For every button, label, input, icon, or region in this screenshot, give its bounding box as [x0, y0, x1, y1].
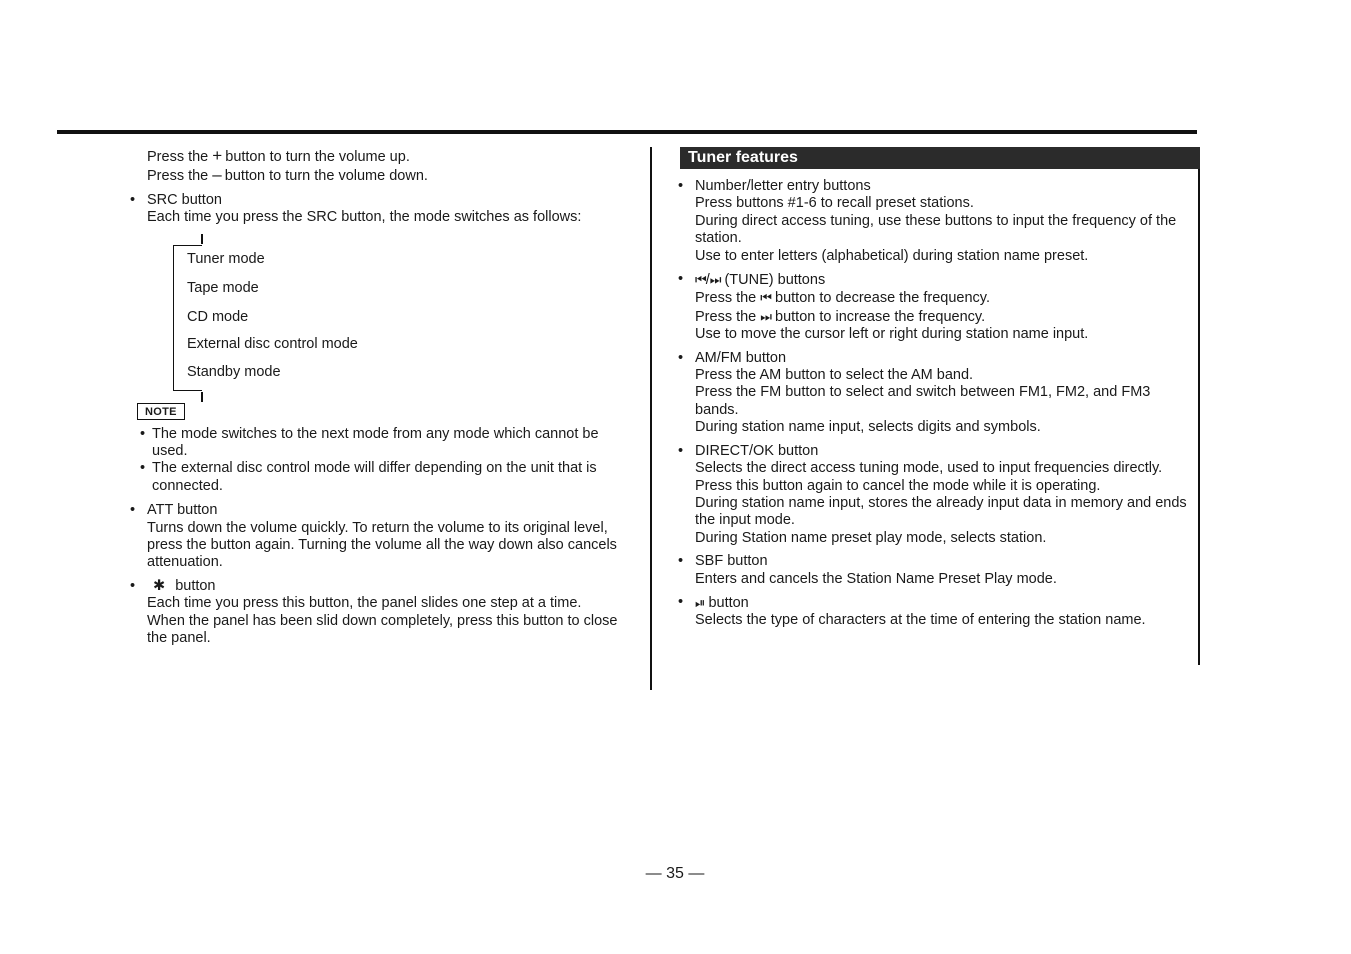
amfm-line: Press the AM button to select the AM band. — [695, 367, 974, 384]
panel-slide-button-section — [130, 578, 635, 648]
right-column — [678, 178, 1190, 636]
note-item: • The mode switches to the next mode from any mode which cannot be used. — [140, 425, 599, 460]
tune-title: ⏮/⏭ (TUNE) buttons — [695, 272, 826, 289]
src-description: Each time you press the SRC button, the mode switches as follows: — [147, 209, 582, 226]
note-bullet: • — [140, 425, 146, 442]
sbf-section — [678, 553, 1190, 588]
att-button-section — [130, 502, 635, 572]
att-description: Turns down the volume quickly. To return the volume to its original level, press the button again. Turning the volume all the way down also cancels attenuation. — [147, 519, 617, 571]
bullet: • — [130, 502, 136, 519]
number-letter-line: During direct access tuning, use these buttons to input the frequency of the station. — [695, 212, 1177, 247]
volume-up-line: Press the + button to turn the volume up. — [147, 146, 410, 165]
bullet: • — [130, 191, 136, 208]
src-button-section — [130, 192, 635, 395]
column-divider — [650, 147, 652, 690]
note-badge: NOTE — [137, 403, 185, 420]
plus-icon: + — [212, 146, 222, 165]
skip-back-icon: ⏮ — [695, 272, 706, 288]
mode-external-disc: External disc control mode — [187, 335, 358, 352]
direct-ok-section — [678, 443, 1190, 547]
direct-line: Selects the direct access tuning mode, used to input frequencies directly. Press this button again to cancel the mode while it is operating. — [695, 460, 1163, 494]
bullet: • — [678, 593, 684, 610]
bullet: • — [678, 553, 684, 570]
skip-forward-icon: ⏭ — [709, 272, 721, 288]
left-column — [130, 147, 635, 654]
bullet: • — [678, 271, 684, 288]
amfm-line: During station name input, selects digits and symbols. — [695, 419, 1041, 436]
volume-down-line: Press the – button to turn the volume down. — [147, 165, 428, 185]
panel-description-1: Each time you press this button, the panel slides one step at a time. — [147, 595, 582, 612]
amfm-title: AM/FM button — [695, 349, 787, 366]
panel-slide-icon: ✱ — [153, 577, 166, 594]
skip-back-icon: ⏮ — [760, 290, 771, 306]
right-column-edge — [1198, 169, 1200, 665]
note-bullet: • — [140, 460, 146, 477]
play-pause-title: ⏯ button — [695, 594, 749, 611]
bullet: • — [678, 178, 684, 194]
direct-line: During Station name preset play mode, selects station. — [695, 529, 1047, 546]
amfm-line: Press the FM button to select and switch between FM1, FM2, and FM3 bands. — [695, 384, 1151, 418]
number-letter-line: Press buttons #1-6 to recall preset stations. — [695, 195, 974, 212]
tune-line: Use to move the cursor left or right during station name input. — [695, 326, 1089, 343]
note-item: • The external disc control mode will differ depending on the unit that is connected. — [140, 460, 597, 494]
mode-cd: CD mode — [187, 308, 249, 325]
att-title: ATT button — [147, 502, 218, 519]
number-letter-title: Number/letter entry buttons — [695, 178, 871, 194]
note-block — [130, 401, 635, 496]
mode-tape: Tape mode — [187, 279, 259, 296]
bullet: • — [678, 442, 684, 459]
bullet: • — [678, 349, 684, 366]
direct-title: DIRECT/OK button — [695, 442, 819, 459]
volume-instructions — [130, 147, 635, 186]
minus-icon: – — [212, 165, 221, 185]
number-letter-section — [678, 178, 1190, 265]
skip-forward-icon: ⏭ — [760, 308, 771, 324]
sbf-title: SBF button — [695, 553, 768, 570]
tune-line: Press the ⏭ button to increase the frequency. — [695, 308, 986, 325]
play-pause-icon: ⏯ — [695, 594, 705, 610]
amfm-section — [678, 350, 1190, 437]
tune-section — [678, 271, 1190, 344]
panel-description-2: When the panel has been slid down completely, press this button to close the panel. — [147, 612, 618, 647]
section-header: Tuner features — [680, 147, 1200, 169]
mode-tuner: Tuner mode — [187, 250, 265, 267]
number-letter-line: Use to enter letters (alphabetical) during station name preset. — [695, 247, 1089, 264]
page-number: — 35 — — [645, 865, 705, 882]
panel-title: ✱ button — [153, 577, 216, 594]
mode-standby: Standby mode — [187, 363, 281, 380]
src-title: SRC button — [147, 191, 222, 208]
bullet: • — [130, 577, 136, 594]
sbf-description: Enters and cancels the Station Name Preset Play mode. — [695, 570, 1057, 587]
play-pause-description: Selects the type of characters at the time of entering the station name. — [695, 612, 1146, 629]
tune-line: Press the ⏮ button to decrease the frequency. — [695, 290, 990, 307]
direct-line: During station name input, stores the already input data in memory and ends the input mode. — [695, 494, 1187, 529]
play-pause-section — [678, 594, 1190, 630]
mode-cycle-diagram — [173, 233, 635, 395]
top-rule — [57, 130, 1197, 134]
